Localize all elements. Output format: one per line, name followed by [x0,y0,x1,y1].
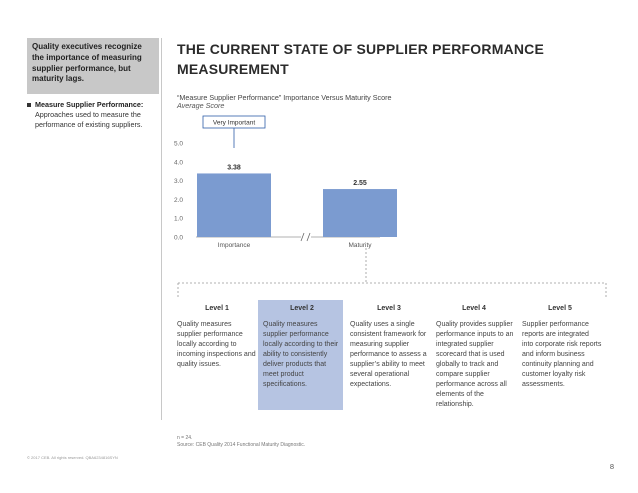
y-tick-label: 2.0 [174,196,184,204]
level-3-description: Quality uses a single consistent framework for measuring supplier performance to assess a supplier’s ability to meet several operational expectations. [350,321,427,388]
chart-subtitle-units: Average Score [177,101,225,110]
page-number: 8 [609,462,614,471]
copyright-text: © 2017 CEB. All rights reserved. QBA6234816SYN [27,455,118,460]
axis-break-mark [301,233,304,241]
vertical-divider [161,38,162,420]
footnote-source: Source: CEB Quality 2014 Functional Maturity Diagnostic. [177,442,306,448]
level-2-description: Quality measures supplier performance locally according to their ability to consistently deliver products that meet product specifications. [263,321,339,388]
bullet-label: Measure Supplier Performance: [35,100,144,109]
annotation-label: Very Important [212,119,256,127]
footnote-sample-size: n = 24. [177,435,193,441]
level-1-heading: Level 1 [205,305,229,312]
bar-value-label: 2.55 [353,180,367,188]
level-4-description: Quality provides supplier performance inputs to an integrated supplier scorecard that is used globally to track and compare supplier performance across all elements of the relationship. [436,321,514,408]
bullet-square-icon [27,103,31,107]
level-1-description: Quality measures supplier performance locally according to incoming inspections and quality issues. [177,321,256,368]
footnote [177,435,305,449]
y-tick-label: 0.0 [174,234,184,242]
y-tick-label: 4.0 [174,159,184,167]
level-4-heading: Level 4 [462,305,486,312]
x-category-label: Importance [217,242,251,249]
key-takeaway-callout: Quality executives recognize the importance of measuring supplier performance, but maturity lags. [27,38,159,94]
bar-chart [170,112,430,257]
page-title-line-1: THE CURRENT STATE OF SUPPLIER PERFORMANCE [177,41,545,57]
level-2-heading: Level 2 [290,305,314,312]
bar-value-label: 3.38 [227,164,241,172]
level-3-heading: Level 3 [377,305,401,312]
bullet-text: Approaches used to measure the performance of existing suppliers. [35,109,143,129]
level-5-description: Supplier performance reports are integrated into corporate risk reports and inform business continuity planning and customer loyalty risk assessments. [522,321,602,388]
chart-subtitle: “Measure Supplier Performance” Importance Versus Maturity Score [177,93,392,102]
x-category-label: Maturity [348,242,372,249]
bar [197,173,271,237]
page-title-line-2: MEASUREMENT [177,61,289,78]
bullet-measure-supplier-performance [27,100,155,130]
y-tick-label: 3.0 [174,178,184,186]
axis-break-mark [307,233,310,241]
y-tick-label: 5.0 [174,140,184,148]
sidebar [0,0,161,493]
y-tick-label: 1.0 [174,215,184,223]
bar [323,189,397,237]
page-title [177,39,617,80]
level-5-heading: Level 5 [548,305,572,312]
